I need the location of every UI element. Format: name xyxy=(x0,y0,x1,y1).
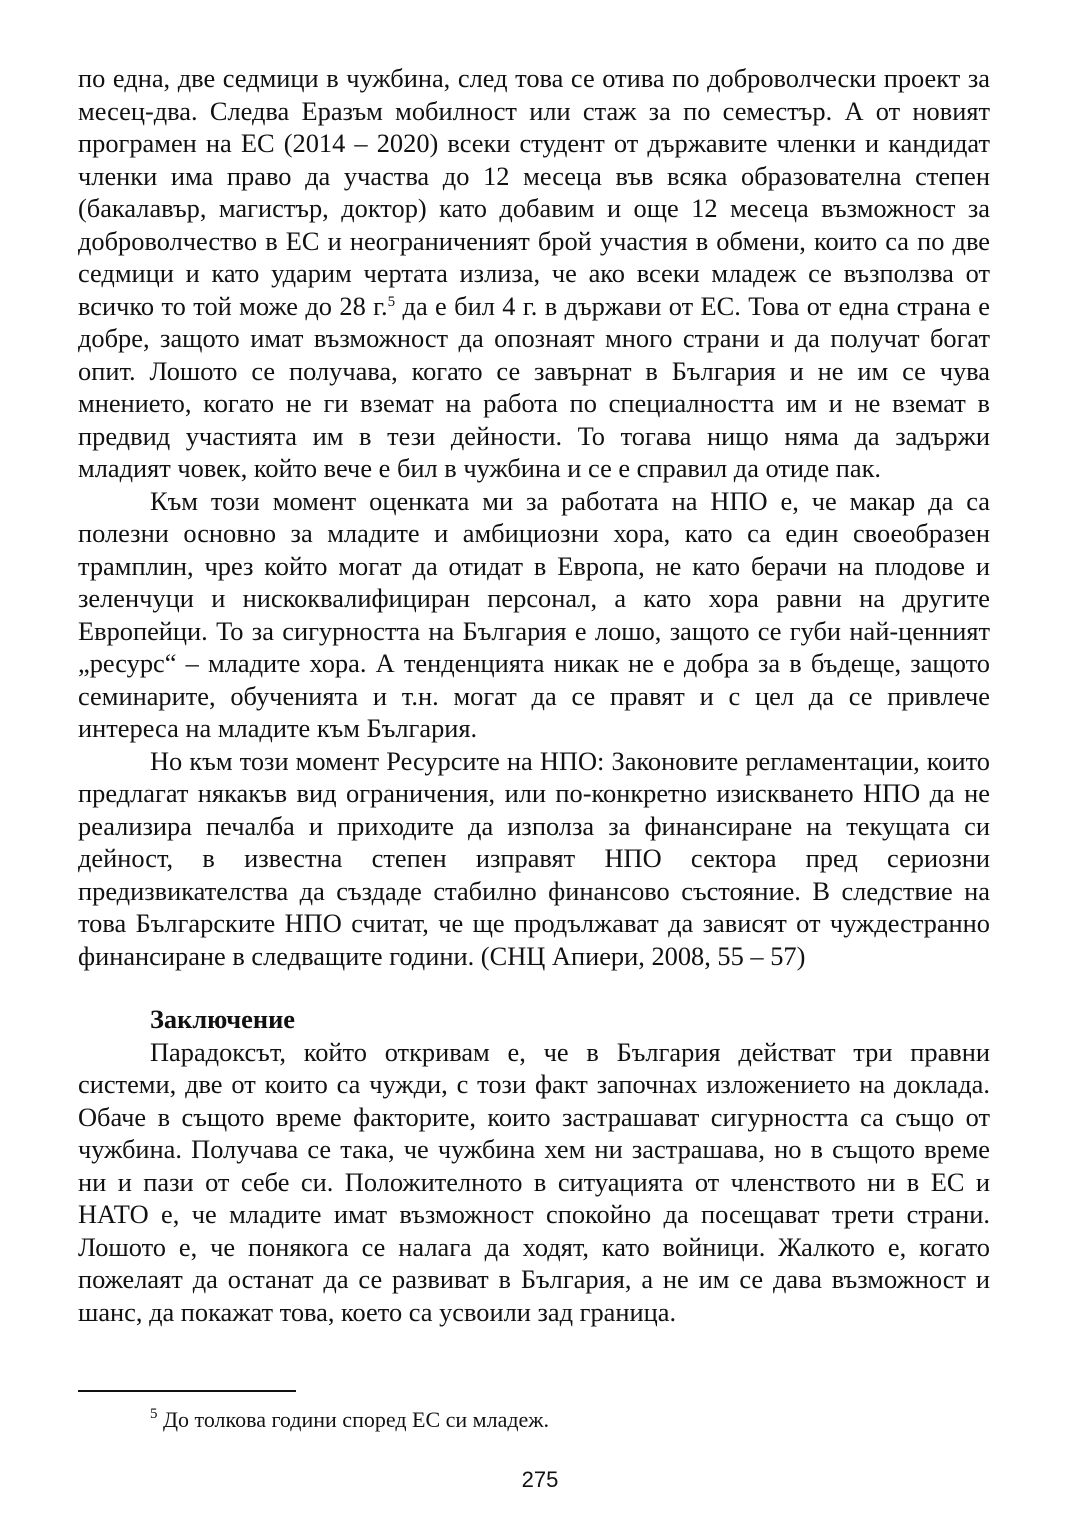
paragraph-2: Към този момент оценката ми за работата на НПО е, че макар да са полезни основно за младите и амбициозни хора, като са един своеобразен трамплин, чрез който могат да отидат в Европа, не като берачи на плодове и зеленчуци и нискоквалифициран персонал, а като хора равни на другите Европейци. То за сигурността на България е лошо, защото се губи най-ценният „ресурс“ – младите хора. А тенденцията никак не е добра за в бъдеще, защото семинарите, обученията и т.н. могат да се правят и с цел да се привлече интереса на младите към България. xyxy=(78,485,990,743)
footnote-text: До толкова години според ЕС си младеж. xyxy=(157,1407,549,1432)
page-number: 275 xyxy=(521,1467,559,1492)
footnote xyxy=(150,1406,549,1434)
conclusion-paragraph: Парадоксът, който откривам е, че в България действат три правни системи, две от които са чужди, с този факт започнах изложението на доклада. Обаче в същото време факторите, които застрашават сигурността са също от чужбина. Получава се така, че чужбина хем ни застрашава, но в същото време ни и пази от себе си. Положителното в ситуацията от членството ни в ЕС и НАТО е, че младите имат възможност спокойно да посещават трети страни. Лошото е, че понякога се налага да ходят, като войници. Жалкото е, когато пожелаят да останат да се развиват в България, а не им се дава възможност и шанс, да покажат това, което са усвоили зад граница. xyxy=(78,1036,990,1327)
paragraph-1-text-end: да е бил 4 г. в държави от ЕС. Това от една страна е добре, защото имат възможност да опознаят много страни и да получат богат опит. Лошото се получава, когато се завърнат в България и не им се чува мнението, когато не ги вземат на работа по специалността им и не вземат в предвид участията им в тези дейности. То тогава нищо няма да задържи младият човек, който вече е бил в чужбина и се е справил да отиде пак. xyxy=(78,290,990,483)
paragraph-3: Но към този момент Ресурсите на НПО: Законовите регламентации, които предлагат някакъв вид ограничения, или по-конкретно изискването НПО да не реализира печалба и приходите да използа за финансиране на текущата си дейност, в известна степен изправят НПО сектора пред сериозни предизвикателства да създаде стабилно финансово състояние. В следствие на това Българските НПО считат, че ще продължават да зависят от чуждестранно финансиране в следващите години. (СНЦ Апиери, 2008, 55 – 57) xyxy=(78,745,990,971)
footnote-divider xyxy=(78,1390,296,1392)
footnote-marker: 5 xyxy=(150,1406,158,1422)
page-body xyxy=(78,62,990,1328)
footnote-reference: 5 xyxy=(387,293,396,310)
conclusion-heading: Заключение xyxy=(150,1004,296,1034)
paragraph-1 xyxy=(78,62,990,485)
paragraph-1-text-start: по една, две седмици в чужбина, след това се отива по доброволчески проект за месец-два. Следва Еразъм мобилност или стаж за по семестър. А от новият програмен на ЕС (2014 – 2020) всеки студент от държавите членки и кандидат членки има право да участва до 12 месеца във всяка образователна степен (бакалавър, магистър, доктор) като добавим и още 12 месеца възможност за доброволчество в ЕС и неограниченият брой участия в обмени, които са по две седмици и като ударим чертата излиза, че ако всеки младеж се възползва от всичко то той може до 28 г. xyxy=(78,63,990,321)
